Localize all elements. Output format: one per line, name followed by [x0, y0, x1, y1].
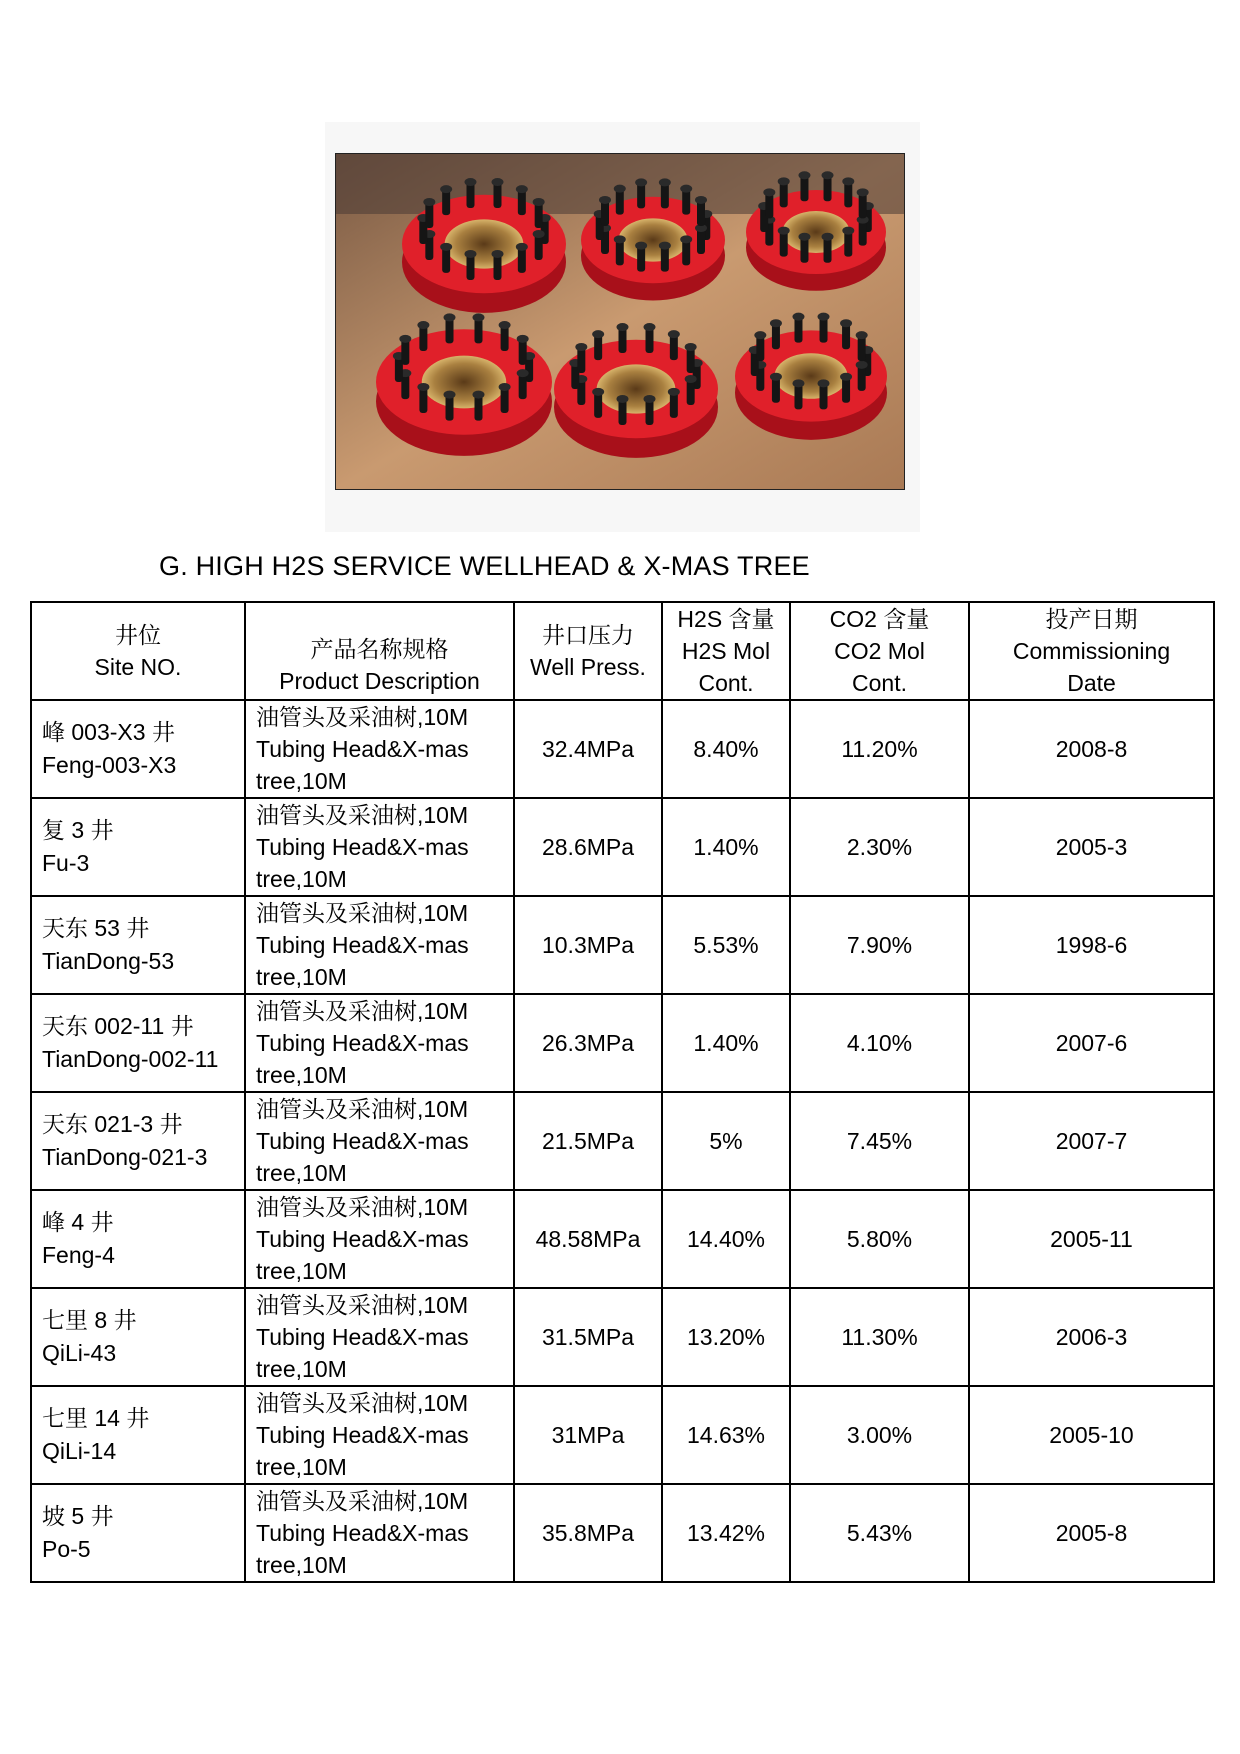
- cell-pressure: 31.5MPa: [514, 1288, 662, 1386]
- cell-co2: 5.80%: [790, 1190, 969, 1288]
- site-zh: 天东 021-3 井: [42, 1111, 183, 1137]
- product-en: Tubing Head&X-mas: [256, 834, 469, 860]
- cell-product: [245, 896, 514, 994]
- table-row: [31, 1092, 1214, 1190]
- header-site: 井位 Site NO.: [31, 602, 245, 700]
- cell-site: [31, 1092, 245, 1190]
- cell-h2s: 1.40%: [662, 798, 790, 896]
- product-en-spec: tree,10M: [256, 1062, 347, 1088]
- header-co2: CO2 含量 CO2 Mol Cont.: [790, 602, 969, 700]
- site-zh: 七里 14 井: [42, 1405, 150, 1431]
- wellhead-flanges-photo: [336, 154, 904, 489]
- header-h2s: H2S 含量 H2S Mol Cont.: [662, 602, 790, 700]
- cell-h2s: 14.40%: [662, 1190, 790, 1288]
- cell-h2s: 14.63%: [662, 1386, 790, 1484]
- product-en: Tubing Head&X-mas: [256, 1030, 469, 1056]
- product-en-spec: tree,10M: [256, 964, 347, 990]
- cell-co2: 5.43%: [790, 1484, 969, 1582]
- cell-date: 2005-10: [969, 1386, 1214, 1484]
- product-zh: 油管头及采油树,10M: [256, 900, 469, 926]
- table-row: [31, 1190, 1214, 1288]
- cell-co2: 11.30%: [790, 1288, 969, 1386]
- cell-pressure: 10.3MPa: [514, 896, 662, 994]
- cell-co2: 7.90%: [790, 896, 969, 994]
- cell-site: [31, 1484, 245, 1582]
- site-en: Po-5: [42, 1536, 91, 1562]
- cell-site: [31, 798, 245, 896]
- site-en: QiLi-43: [42, 1340, 117, 1366]
- cell-pressure: 28.6MPa: [514, 798, 662, 896]
- product-en: Tubing Head&X-mas: [256, 1128, 469, 1154]
- product-en: Tubing Head&X-mas: [256, 1422, 469, 1448]
- product-en: Tubing Head&X-mas: [256, 1324, 469, 1350]
- cell-site: [31, 896, 245, 994]
- site-zh: 复 3 井: [42, 817, 114, 843]
- header-date: 投产日期 Commissioning Date: [969, 602, 1214, 700]
- cell-h2s: 8.40%: [662, 700, 790, 798]
- cell-site: [31, 700, 245, 798]
- cell-co2: 7.45%: [790, 1092, 969, 1190]
- site-zh: 七里 8 井: [42, 1307, 137, 1333]
- flange-image: [735, 313, 887, 440]
- cell-site: [31, 1288, 245, 1386]
- site-zh: 天东 002-11 井: [42, 1013, 194, 1039]
- product-en-spec: tree,10M: [256, 1552, 347, 1578]
- table-row: [31, 1386, 1214, 1484]
- product-zh: 油管头及采油树,10M: [256, 998, 469, 1024]
- table-row: [31, 994, 1214, 1092]
- cell-product: [245, 700, 514, 798]
- cell-product: [245, 1190, 514, 1288]
- cell-product: [245, 1288, 514, 1386]
- cell-date: 2005-3: [969, 798, 1214, 896]
- cell-product: [245, 1484, 514, 1582]
- product-en: Tubing Head&X-mas: [256, 1226, 469, 1252]
- cell-co2: 11.20%: [790, 700, 969, 798]
- table-row: [31, 700, 1214, 798]
- cell-date: 2005-8: [969, 1484, 1214, 1582]
- product-photo-frame: [325, 122, 920, 532]
- cell-co2: 2.30%: [790, 798, 969, 896]
- site-en: Feng-003-X3: [42, 752, 177, 778]
- cell-h2s: 5.53%: [662, 896, 790, 994]
- product-zh: 油管头及采油树,10M: [256, 1194, 469, 1220]
- product-en-spec: tree,10M: [256, 768, 347, 794]
- header-pressure: 井口压力 Well Press.: [514, 602, 662, 700]
- table-row: [31, 1288, 1214, 1386]
- cell-date: 1998-6: [969, 896, 1214, 994]
- product-en-spec: tree,10M: [256, 866, 347, 892]
- cell-pressure: 35.8MPa: [514, 1484, 662, 1582]
- table-header-row: [31, 602, 1214, 700]
- product-en-spec: tree,10M: [256, 1258, 347, 1284]
- cell-co2: 3.00%: [790, 1386, 969, 1484]
- site-zh: 峰 003-X3 井: [42, 719, 175, 745]
- cell-pressure: 32.4MPa: [514, 700, 662, 798]
- section-heading: G. HIGH H2S SERVICE WELLHEAD & X-MAS TREE: [159, 551, 810, 581]
- cell-site: [31, 1386, 245, 1484]
- cell-date: 2005-11: [969, 1190, 1214, 1288]
- site-en: Fu-3: [42, 850, 90, 876]
- cell-co2: 4.10%: [790, 994, 969, 1092]
- cell-pressure: 48.58MPa: [514, 1190, 662, 1288]
- cell-product: [245, 994, 514, 1092]
- cell-date: 2008-8: [969, 700, 1214, 798]
- cell-h2s: 13.42%: [662, 1484, 790, 1582]
- site-en: QiLi-14: [42, 1438, 117, 1464]
- cell-date: 2007-6: [969, 994, 1214, 1092]
- site-zh: 天东 53 井: [42, 915, 150, 941]
- cell-h2s: 13.20%: [662, 1288, 790, 1386]
- cell-product: [245, 1386, 514, 1484]
- table-row: [31, 1484, 1214, 1582]
- cell-product: [245, 1092, 514, 1190]
- product-en-spec: tree,10M: [256, 1356, 347, 1382]
- cell-product: [245, 798, 514, 896]
- product-zh: 油管头及采油树,10M: [256, 802, 469, 828]
- cell-site: [31, 1190, 245, 1288]
- table-row: [31, 798, 1214, 896]
- cell-h2s: 5%: [662, 1092, 790, 1190]
- product-en: Tubing Head&X-mas: [256, 736, 469, 762]
- cell-date: 2006-3: [969, 1288, 1214, 1386]
- cell-pressure: 26.3MPa: [514, 994, 662, 1092]
- product-zh: 油管头及采油树,10M: [256, 1292, 469, 1318]
- product-photo: [335, 153, 905, 490]
- site-en: Feng-4: [42, 1242, 115, 1268]
- product-en: Tubing Head&X-mas: [256, 932, 469, 958]
- cell-date: 2007-7: [969, 1092, 1214, 1190]
- product-en: Tubing Head&X-mas: [256, 1520, 469, 1546]
- cell-site: [31, 994, 245, 1092]
- product-zh: 油管头及采油树,10M: [256, 1096, 469, 1122]
- product-en-spec: tree,10M: [256, 1160, 347, 1186]
- site-zh: 坡 5 井: [42, 1503, 114, 1529]
- product-zh: 油管头及采油树,10M: [256, 704, 469, 730]
- site-en: TianDong-002-11: [42, 1046, 219, 1072]
- product-zh: 油管头及采油树,10M: [256, 1488, 469, 1514]
- site-en: TianDong-021-3: [42, 1144, 208, 1170]
- site-en: TianDong-53: [42, 948, 175, 974]
- product-zh: 油管头及采油树,10M: [256, 1390, 469, 1416]
- table-row: [31, 896, 1214, 994]
- wellhead-reference-table: [30, 601, 1215, 1583]
- header-product: 产品名称规格 Product Description: [245, 602, 514, 700]
- product-en-spec: tree,10M: [256, 1454, 347, 1480]
- site-zh: 峰 4 井: [42, 1209, 114, 1235]
- cell-pressure: 31MPa: [514, 1386, 662, 1484]
- cell-pressure: 21.5MPa: [514, 1092, 662, 1190]
- cell-h2s: 1.40%: [662, 994, 790, 1092]
